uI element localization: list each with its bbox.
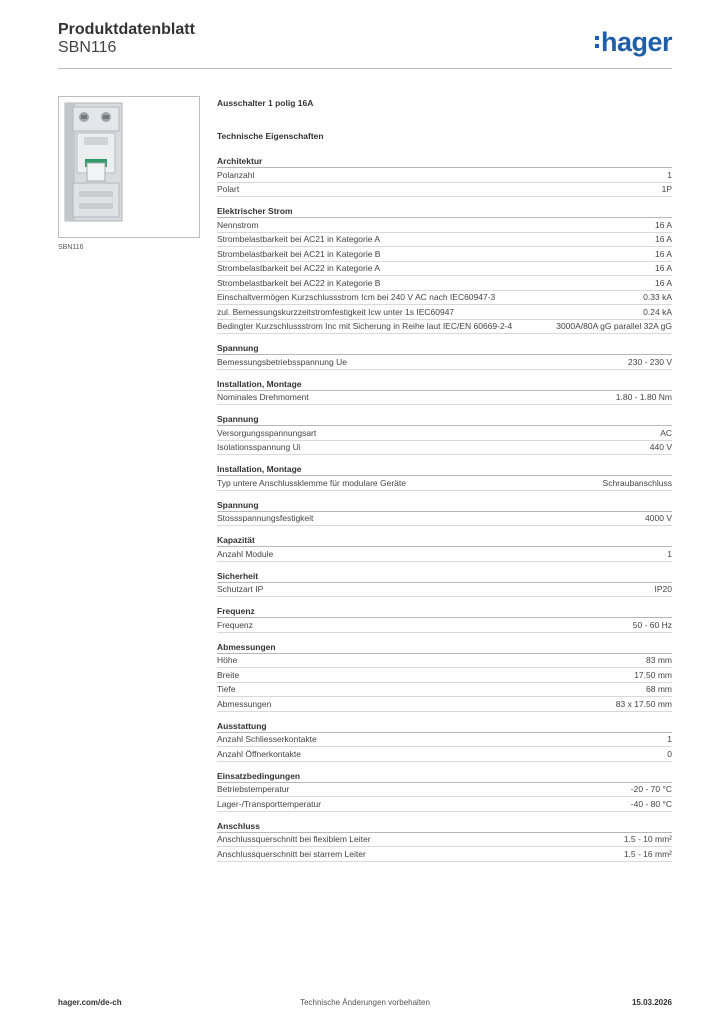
property-group <box>217 155 672 197</box>
property-label: Frequenz <box>217 619 253 630</box>
property-row <box>217 441 672 456</box>
property-row <box>217 183 672 198</box>
property-row <box>217 291 672 306</box>
property-value: 83 x 17.50 mm <box>615 698 672 709</box>
property-value: 230 - 230 V <box>628 356 672 367</box>
property-label: Anzahl Module <box>217 548 274 559</box>
property-label: Schutzart IP <box>217 584 264 594</box>
group-title: Abmessungen <box>217 641 672 654</box>
property-row <box>217 355 672 370</box>
property-value: -20 - 70 °C <box>630 784 672 794</box>
product-code: SBN116 <box>58 39 117 56</box>
group-title: Spannung <box>217 413 672 426</box>
property-value: 16 A <box>654 277 672 288</box>
group-title: Elektrischer Strom <box>217 205 672 218</box>
group-title: Frequenz <box>217 605 672 618</box>
page-header <box>58 21 672 67</box>
property-value: 4000 V <box>645 513 672 523</box>
property-value: 0.33 kA <box>643 292 672 302</box>
property-group <box>217 463 672 491</box>
property-group <box>217 770 672 812</box>
property-group <box>217 570 672 598</box>
property-label: Stossspannungsfestigkeit <box>217 513 314 523</box>
property-group <box>217 720 672 762</box>
property-value: 0.24 kA <box>643 306 672 317</box>
header-divider <box>58 68 672 69</box>
property-row <box>217 683 672 698</box>
property-value: 1.5 - 10 mm² <box>623 834 672 844</box>
property-row <box>217 547 672 562</box>
property-row <box>217 218 672 233</box>
property-value: Schraubanschluss <box>602 477 672 488</box>
property-row <box>217 426 672 441</box>
property-label: Polanzahl <box>217 169 255 180</box>
page-footer <box>58 998 672 1010</box>
property-value: 68 mm <box>646 684 672 694</box>
document-title: Produktdatenblatt <box>58 21 195 38</box>
property-row <box>217 847 672 862</box>
property-label: Einschaltvermögen Kurzschlussstrom Icm bei 240 V AC nach IEC60947-3 <box>217 292 496 302</box>
property-value: 1 <box>667 548 672 559</box>
group-title: Installation, Montage <box>217 378 672 391</box>
property-label: Lager-/Transporttemperatur <box>217 798 322 809</box>
logo-dots-icon <box>595 36 599 48</box>
property-value: 440 V <box>649 442 672 452</box>
property-group <box>217 413 672 455</box>
group-title: Kapazität <box>217 534 672 547</box>
property-label: Anzahl Öffnerkontakte <box>217 748 301 759</box>
property-row <box>217 668 672 683</box>
property-label: Tiefe <box>217 684 236 694</box>
product-name: Ausschalter 1 polig 16A <box>217 98 314 108</box>
property-value: 16 A <box>654 263 672 273</box>
property-label: Nominales Drehmoment <box>217 392 309 402</box>
group-title: Installation, Montage <box>217 463 672 476</box>
property-group <box>217 499 672 527</box>
property-row <box>217 733 672 748</box>
group-title: Anschluss <box>217 820 672 833</box>
property-value: 1.80 - 1.80 Nm <box>615 392 672 402</box>
property-label: Strombelastbarkeit bei AC21 in Kategorie B <box>217 248 381 259</box>
property-value: 1.5 - 16 mm² <box>623 848 672 859</box>
property-label: Strombelastbarkeit bei AC21 in Kategorie A <box>217 234 381 244</box>
property-row <box>217 476 672 491</box>
property-label: Isolationsspannung Ui <box>217 442 301 452</box>
property-row <box>217 391 672 406</box>
property-label: Anschlussquerschnitt bei flexiblem Leiter <box>217 834 371 844</box>
property-value: 1 <box>667 734 672 744</box>
property-row <box>217 512 672 527</box>
property-label: Betriebstemperatur <box>217 784 290 794</box>
property-value: 3000A/80A gG parallel 32A gG <box>556 321 672 331</box>
property-value: 16 A <box>654 234 672 244</box>
property-label: Nennstrom <box>217 219 259 230</box>
property-label: Bemessungsbetriebsspannung Ue <box>217 356 347 367</box>
property-row <box>217 320 672 335</box>
property-group <box>217 820 672 862</box>
property-label: Anschlussquerschnitt bei starrem Leiter <box>217 848 366 859</box>
property-group <box>217 378 672 406</box>
property-group <box>217 342 672 370</box>
property-label: Bedingter Kurzschlussstrom Inc mit Sicherung in Reihe laut IEC/EN 60669-2-4 <box>217 321 513 331</box>
property-value: 16 A <box>654 248 672 259</box>
property-label: Breite <box>217 669 240 680</box>
group-title: Ausstattung <box>217 720 672 733</box>
property-row <box>217 654 672 669</box>
property-value: 1P <box>661 184 672 194</box>
property-value: 1 <box>667 169 672 180</box>
property-row <box>217 168 672 183</box>
property-group <box>217 605 672 633</box>
property-row <box>217 783 672 798</box>
property-label: Anzahl Schliesserkontakte <box>217 734 317 744</box>
group-title: Sicherheit <box>217 570 672 583</box>
property-groups <box>217 155 672 862</box>
property-label: Strombelastbarkeit bei AC22 in Kategorie A <box>217 263 381 273</box>
footer-website: hager.com/de-ch <box>58 998 122 1007</box>
property-row <box>217 697 672 712</box>
property-label: Strombelastbarkeit bei AC22 in Kategorie B <box>217 277 381 288</box>
property-row <box>217 583 672 598</box>
property-group <box>217 641 672 712</box>
group-title: Einsatzbedingungen <box>217 770 672 783</box>
switch-device-image <box>59 97 199 237</box>
property-label: Polart <box>217 184 240 194</box>
spec-sheet <box>217 96 672 870</box>
technical-properties-heading: Technische Eigenschaften <box>217 131 324 141</box>
property-row <box>217 618 672 633</box>
property-value: 83 mm <box>646 655 672 665</box>
footer-note: Technische Änderungen vorbehalten <box>300 998 430 1007</box>
product-image-caption: SBN116 <box>58 244 84 251</box>
property-value: 17.50 mm <box>634 669 672 680</box>
footer-date: 15.03.2026 <box>631 998 672 1007</box>
property-value: 0 <box>667 748 672 759</box>
property-label: Typ untere Anschlussklemme für modulare Geräte <box>217 477 406 488</box>
logo-text: hager <box>600 26 672 57</box>
property-row <box>217 833 672 848</box>
property-row <box>217 305 672 320</box>
property-row <box>217 747 672 762</box>
property-group <box>217 205 672 334</box>
group-title: Spannung <box>217 342 672 355</box>
property-value: AC <box>660 427 672 438</box>
property-label: Versorgungsspannungsart <box>217 427 317 438</box>
property-value: IP20 <box>654 584 672 594</box>
property-value: 16 A <box>654 219 672 230</box>
hager-logo <box>595 27 672 57</box>
property-row <box>217 797 672 812</box>
group-title: Spannung <box>217 499 672 512</box>
property-value: 50 - 60 Hz <box>632 619 672 630</box>
property-group <box>217 534 672 562</box>
property-row <box>217 247 672 262</box>
property-row <box>217 276 672 291</box>
property-value: -40 - 80 °C <box>630 798 672 809</box>
property-row <box>217 233 672 248</box>
property-label: Abmessungen <box>217 698 272 709</box>
group-title: Architektur <box>217 155 672 168</box>
property-label: Höhe <box>217 655 238 665</box>
property-label: zul. Bemessungskurzzeitstromfestigkeit Icw unter 1s IEC60947 <box>217 306 455 317</box>
product-image <box>58 96 200 238</box>
property-row <box>217 262 672 277</box>
